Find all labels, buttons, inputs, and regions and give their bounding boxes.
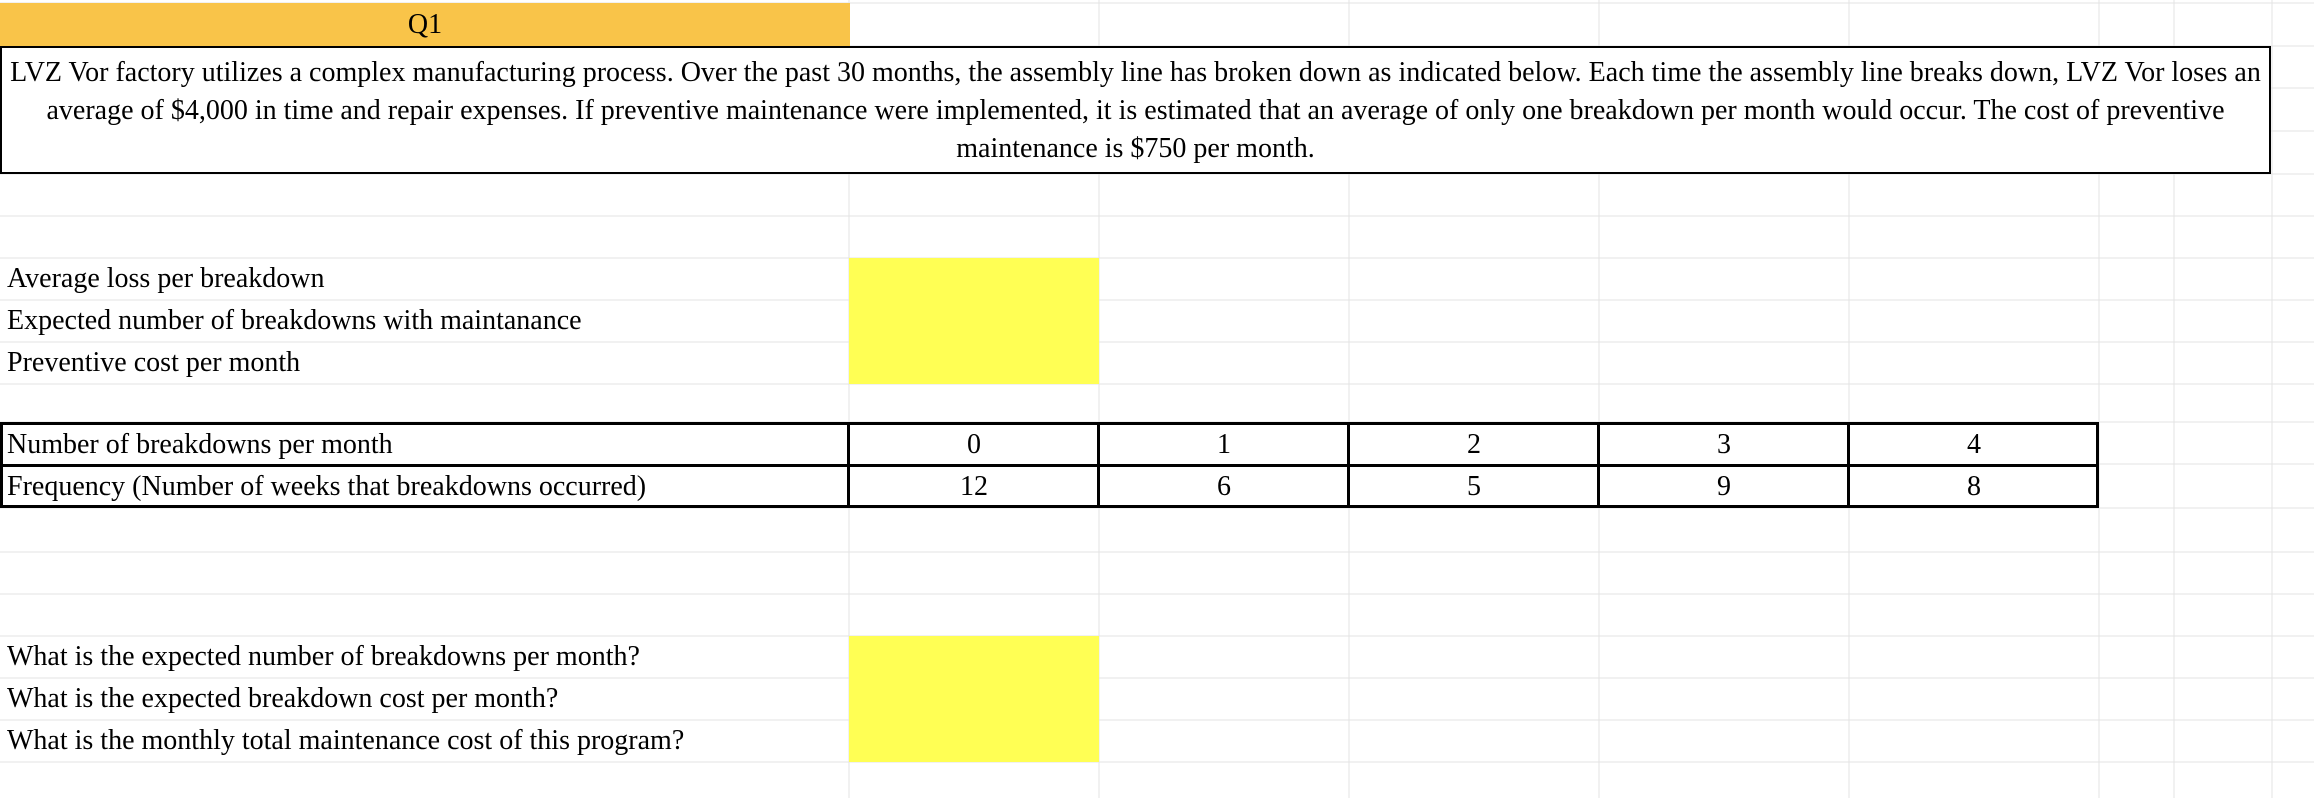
input-label-preventive-cost[interactable]: Preventive cost per month [7,347,301,378]
problem-description-text: LVZ Vor factory utilizes a complex manufacturing process. Over the past 30 months, the assembly line has broken down as indicated below. Each time the assembly line breaks down, LVZ Vor loses an average of $4,000 in time and repair expenses. If preventive maintenance were implemented, it is estimated that an average of only one breakdown per month would occur. The cost of preventive maintenance is $750 per month. [10,57,2261,164]
table-cell-frequency[interactable]: 6 [1217,471,1231,502]
table-cell-breakdowns[interactable]: 1 [1217,429,1231,460]
table-cell-frequency[interactable]: 9 [1717,471,1731,502]
question-answer-cells[interactable] [849,636,1099,762]
table-row-label-breakdowns[interactable]: Number of breakdowns per month [7,429,393,460]
table-cell-frequency[interactable]: 12 [960,471,988,502]
table-cell-breakdowns[interactable]: 2 [1467,429,1481,460]
question-header-cell[interactable] [0,3,850,46]
table-cell-frequency[interactable]: 8 [1967,471,1981,502]
table-cell-frequency[interactable]: 5 [1467,471,1481,502]
table-cell-breakdowns[interactable]: 0 [967,429,981,460]
question-total-maintenance-cost[interactable]: What is the monthly total maintenance cost of this program? [7,725,685,756]
table-cell-breakdowns[interactable]: 4 [1967,429,1981,460]
input-label-expected-breakdowns[interactable]: Expected number of breakdowns with maintanance [7,305,582,336]
input-label-average-loss[interactable]: Average loss per breakdown [7,263,325,294]
problem-description-cell[interactable] [0,46,2271,174]
question-header-label: Q1 [407,9,443,40]
input-answer-cells[interactable] [849,258,1099,384]
table-cell-breakdowns[interactable]: 3 [1717,429,1731,460]
question-expected-breakdowns[interactable]: What is the expected number of breakdowns per month? [7,641,640,672]
question-expected-cost[interactable]: What is the expected breakdown cost per month? [7,683,559,714]
table-row-label-frequency[interactable]: Frequency (Number of weeks that breakdowns occurred) [7,471,647,502]
